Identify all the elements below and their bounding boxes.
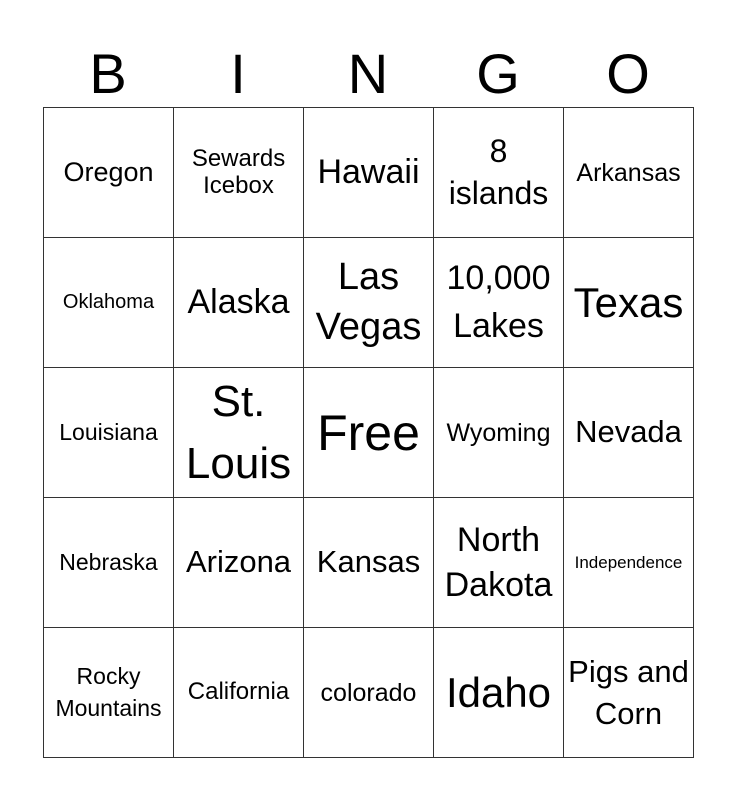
cell-label: Oklahoma — [62, 291, 155, 314]
cell-label: Nevada — [575, 414, 682, 450]
board-row — [44, 108, 694, 238]
cell-label: Rocky Mountains — [55, 663, 162, 721]
header-letter-b: B — [89, 42, 127, 105]
bingo-cell[interactable] — [174, 628, 304, 758]
bingo-cell[interactable] — [304, 238, 434, 368]
bingo-cell[interactable] — [44, 628, 174, 758]
bingo-cell[interactable] — [44, 368, 174, 498]
cell-label: Pigs and Corn — [568, 654, 689, 731]
bingo-board — [43, 107, 694, 758]
bingo-cell[interactable] — [304, 108, 434, 238]
bingo-cell[interactable] — [564, 108, 694, 238]
cell-label: Texas — [573, 278, 684, 326]
bingo-cell[interactable] — [304, 368, 434, 498]
cell-label: Las Vegas — [315, 256, 422, 348]
header-letter-i: I — [230, 42, 246, 105]
cell-label: Free — [317, 404, 420, 461]
bingo-header — [43, 40, 693, 108]
bingo-cell[interactable] — [44, 238, 174, 368]
cell-label: colorado — [320, 678, 417, 707]
cell-label: Arkansas — [576, 158, 681, 187]
bingo-cell[interactable] — [304, 498, 434, 628]
cell-label: Arizona — [185, 544, 292, 580]
bingo-cell[interactable] — [304, 628, 434, 758]
bingo-cell[interactable] — [174, 238, 304, 368]
bingo-cell[interactable] — [564, 628, 694, 758]
cell-label: Idaho — [445, 668, 552, 716]
bingo-cell[interactable] — [174, 368, 304, 498]
bingo-cell[interactable] — [434, 238, 564, 368]
bingo-cell[interactable] — [434, 628, 564, 758]
cell-label: Sewards Icebox — [191, 144, 286, 199]
cell-label: St. Louis — [185, 376, 292, 488]
cell-label: North Dakota — [444, 521, 553, 604]
bingo-cell[interactable] — [434, 368, 564, 498]
header-letter-n: N — [347, 42, 389, 105]
cell-label: 8 islands — [448, 132, 549, 211]
bingo-cell[interactable] — [564, 238, 694, 368]
header-letter-o: O — [606, 42, 650, 105]
bingo-cell[interactable] — [434, 108, 564, 238]
bingo-cell[interactable] — [434, 498, 564, 628]
cell-label: Independence — [574, 552, 683, 572]
bingo-cell[interactable] — [44, 498, 174, 628]
cell-label: Louisiana — [59, 418, 158, 445]
cell-label: Nebraska — [59, 548, 158, 575]
board-row — [44, 368, 694, 498]
cell-label: Hawaii — [317, 153, 420, 192]
board-row — [44, 628, 694, 758]
bingo-cell[interactable] — [174, 498, 304, 628]
board-row — [44, 238, 694, 368]
bingo-cell[interactable] — [564, 498, 694, 628]
cell-label: Wyoming — [446, 418, 551, 447]
cell-label: Kansas — [316, 544, 421, 580]
cell-label: Oregon — [63, 157, 154, 188]
bingo-cell[interactable] — [44, 108, 174, 238]
cell-label: 10,000 Lakes — [446, 258, 551, 345]
board-row — [44, 498, 694, 628]
bingo-cell[interactable] — [564, 368, 694, 498]
cell-label: California — [187, 678, 290, 706]
bingo-cell[interactable] — [174, 108, 304, 238]
header-letter-g: G — [476, 42, 520, 105]
cell-label: Alaska — [187, 283, 290, 322]
